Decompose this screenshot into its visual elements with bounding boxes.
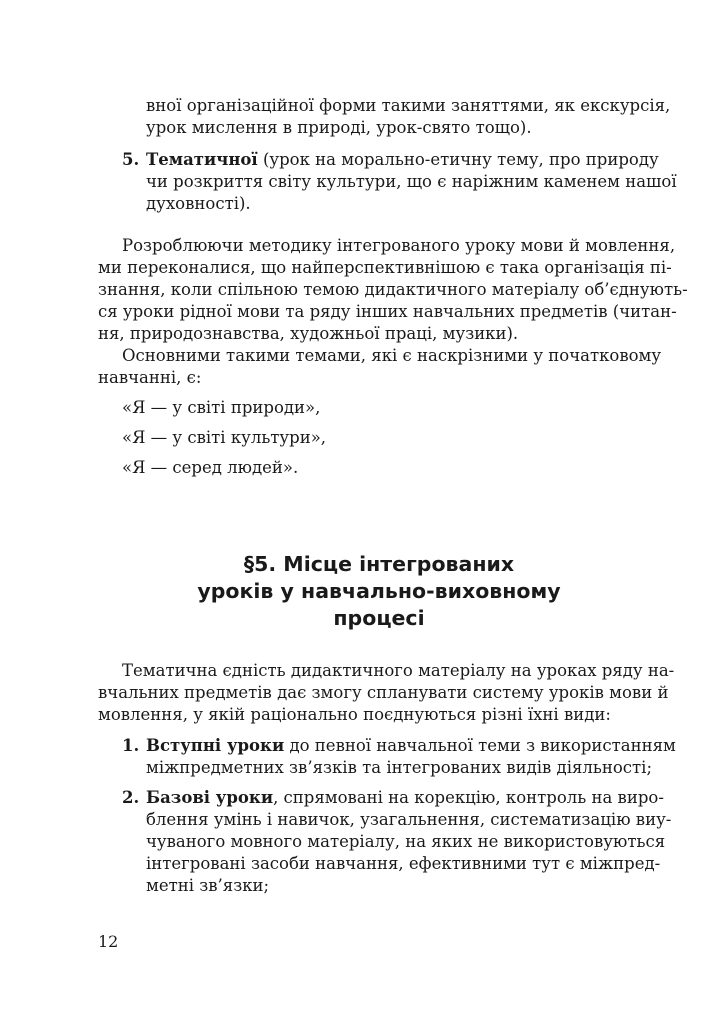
paragraph-line: ня, природознавства, художньої праці, музики). [98,324,519,343]
text-line: метні зв’язки; [146,876,270,895]
text-line: вної організаційної форми такими заняттями, як екскурсія, [146,96,671,115]
text-line: чуваного мовного матеріалу, на яких не використовуються [146,832,666,851]
list-item-term: Тематичної [146,150,258,169]
paragraph-line: знання, коли спільною темою дидактичного матеріалу об’єднують- [98,280,688,299]
text-line: чи розкриття світу культури, що є наріжним каменем нашої [146,172,677,191]
paragraph-line: навчанні, є: [98,368,202,387]
text-line: блення умінь і навичок, узагальнення, систематизацію виу- [146,810,672,829]
list-item-rest: , спрямовані на корекцію, контроль на виро- [273,788,664,807]
paragraph-line: ми переконалися, що найперспективнішою є така організація пі- [98,258,672,277]
list-number: 1. [122,736,140,755]
list-item-text [146,149,659,171]
list-item-term: Вступні уроки [146,736,285,755]
list-number: 5. [122,150,140,169]
paragraph-line: вчальних предметів дає змогу спланувати систему уроків мови й [98,683,669,702]
paragraph-line: Розроблюючи методику інтегрованого уроку мови й мовлення, [122,236,676,255]
list-item-term: Базові уроки [146,788,274,807]
theme-quote: «Я — серед людей». [122,458,299,477]
page-number: 12 [98,932,119,951]
text-line: духовності). [146,194,251,213]
list-item-rest: до певної навчальної теми з використанням [284,736,676,755]
list-item-rest: (урок на морально-етичну тему, про природу [257,150,659,169]
text-line: урок мислення в природі, урок-свято тощо). [146,118,532,137]
section-heading-line: §5. Місце інтегрованих [243,552,515,576]
list-number: 2. [122,788,140,807]
text-line: інтегровані засоби навчання, ефективними тут є міжпред- [146,854,661,873]
paragraph-line: Основними такими темами, які є наскрізними у початковому [122,346,662,365]
list-item-line [146,149,659,171]
theme-quote: «Я — у світі природи», [122,398,321,417]
paragraph-line: ся уроки рідної мови та ряду інших навчальних предметів (читан- [98,302,677,321]
paragraph-line: Тематична єдність дидактичного матеріалу на уроках ряду на- [122,661,675,680]
theme-quote: «Я — у світі культури», [122,428,327,447]
list-item-line [146,787,664,809]
section-heading-line: уроків у навчально-виховному [197,579,561,603]
section-heading-line: процесі [333,606,425,630]
text-line: міжпредметних зв’язків та інтегрованих видів діяльності; [146,758,653,777]
list-item-line [146,735,676,757]
paragraph-line: мовлення, у якій раціонально поєднуються різні їхні види: [98,705,611,724]
